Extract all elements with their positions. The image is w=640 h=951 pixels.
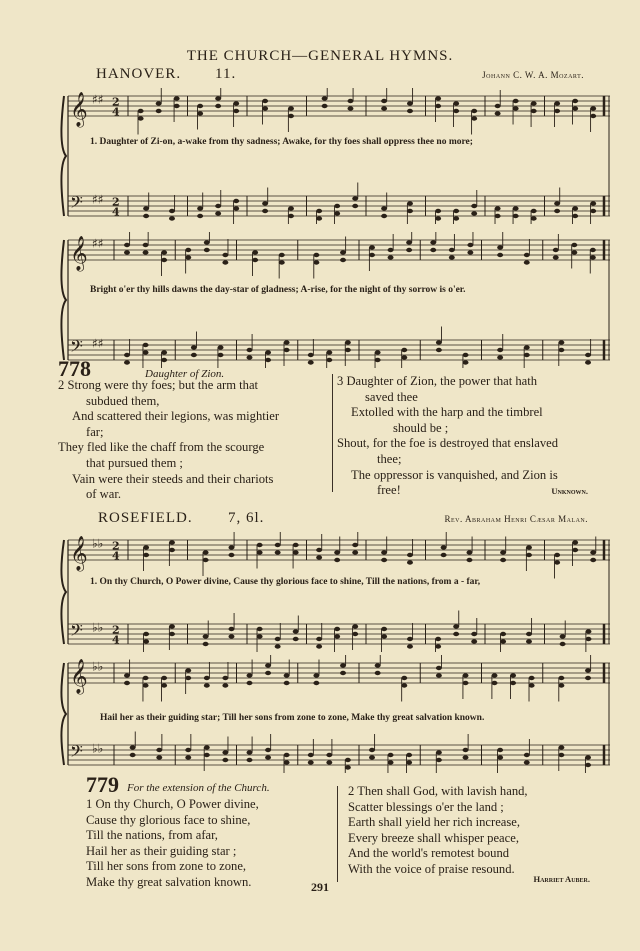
- lyric-line-2: Bright o'er thy hills dawns the day-star of gladness; A-rise, for the night of thy sorrow is o'er.: [90, 285, 466, 295]
- key-signature-icon: ♯♯: [92, 336, 104, 351]
- svg-text:2: 2: [112, 623, 120, 637]
- page-number: 291: [311, 880, 329, 894]
- music-system-3: [58, 532, 610, 652]
- hymn-number-779: 779: [86, 772, 119, 797]
- key-signature-icon: ♯♯: [92, 92, 104, 107]
- key-signature-icon: ♯♯: [92, 192, 104, 207]
- composer-mozart: Johann C. W. A. Mozart.: [482, 70, 584, 80]
- svg-text:2: 2: [112, 539, 120, 553]
- key-signature-icon: ♭♭: [92, 536, 104, 551]
- lyric-line-3: 1. On thy Church, O Power divine, Cause thy glorious face to shine, Till the nations, from a - far,: [90, 577, 481, 587]
- brace: [61, 540, 66, 644]
- bass-clef-icon: 𝄢: [70, 336, 83, 360]
- verse-779-1: 1 On thy Church, O Power divine, Cause thy glorious face to shine, Till the nations, from afar, Hail her as their guiding star ; Till her sons from zone to zone, Make thy great salvation known.: [86, 797, 259, 889]
- svg-text:4: 4: [112, 549, 120, 563]
- brace: [61, 96, 66, 216]
- key-signature-icon: ♭♭: [92, 741, 104, 756]
- key-signature-icon: ♭♭: [92, 620, 104, 635]
- treble-clef-icon: 𝄞: [70, 92, 88, 127]
- tune-name-hanover: HANOVER.: [96, 66, 182, 82]
- treble-clef-icon: 𝄞: [70, 236, 88, 271]
- tune-meter-rosefield: 7, 6l.: [228, 510, 265, 526]
- composer-malan: Rev. Abraham Henri Cæsar Malan.: [444, 514, 588, 524]
- brace: [61, 240, 66, 360]
- key-signature-icon: ♯♯: [92, 236, 104, 251]
- brace: [61, 663, 66, 765]
- key-signature-icon: ♭♭: [92, 659, 104, 674]
- verse-778-3: 3 Daughter of Zion, the power that hath saved thee Extolled with the harp and the timbrel should be ; Shout, for the foe is destroyed that enslaved thee; The oppressor is vanquished, and Zion is free!: [337, 374, 559, 498]
- author-auber: Harriet Auber.: [533, 874, 590, 884]
- verse-779-2: 2 Then shall God, with lavish hand, Scatter blessings o'er the land ; Earth shall yield her rich increase, Every breeze shall whisper peace, And the world's remotest bound With the voice of praise resound.: [348, 784, 528, 876]
- treble-clef-icon: 𝄞: [70, 659, 88, 694]
- bass-clef-icon: 𝄢: [70, 741, 83, 765]
- author-unknown: Unknown.: [551, 486, 588, 496]
- bass-clef-icon: 𝄢: [70, 620, 83, 644]
- hymn-subtitle-779: For the extension of the Church.: [127, 782, 270, 794]
- column-divider-779: [337, 786, 338, 882]
- svg-text:2: 2: [112, 95, 120, 109]
- column-divider-778: [332, 374, 333, 492]
- svg-text:4: 4: [112, 105, 120, 119]
- page-header: THE CHURCH—GENERAL HYMNS.: [186, 48, 454, 64]
- tune-meter-hanover: 11.: [215, 66, 237, 82]
- svg-text:4: 4: [112, 633, 120, 647]
- verse-778-2: 2 Strong were thy foes; but the arm that subdued them, And scattered their legions, was mightier far; They fled like the chaff from the scourge that pursued them ; Vain were their steeds and their chariots of war.: [58, 378, 280, 502]
- music-system-2: [58, 232, 610, 368]
- svg-text:2: 2: [112, 195, 120, 209]
- tune-name-rosefield: ROSEFIELD.: [98, 510, 193, 526]
- svg-text:4: 4: [112, 205, 120, 219]
- hymn-subtitle-778: Daughter of Zion.: [145, 368, 225, 380]
- music-system-1: [58, 88, 610, 224]
- treble-clef-icon: 𝄞: [70, 536, 88, 571]
- lyric-line-4: Hail her as their guiding star; Till her sons from zone to zone, Make thy great salvation known.: [100, 713, 485, 723]
- lyric-line-1: 1. Daughter of Zi-on, a-wake from thy sadness; Awake, for thy foes shall oppress thee no more;: [90, 137, 473, 147]
- bass-clef-icon: 𝄢: [70, 192, 83, 216]
- hymn-number-778: 778: [58, 356, 91, 381]
